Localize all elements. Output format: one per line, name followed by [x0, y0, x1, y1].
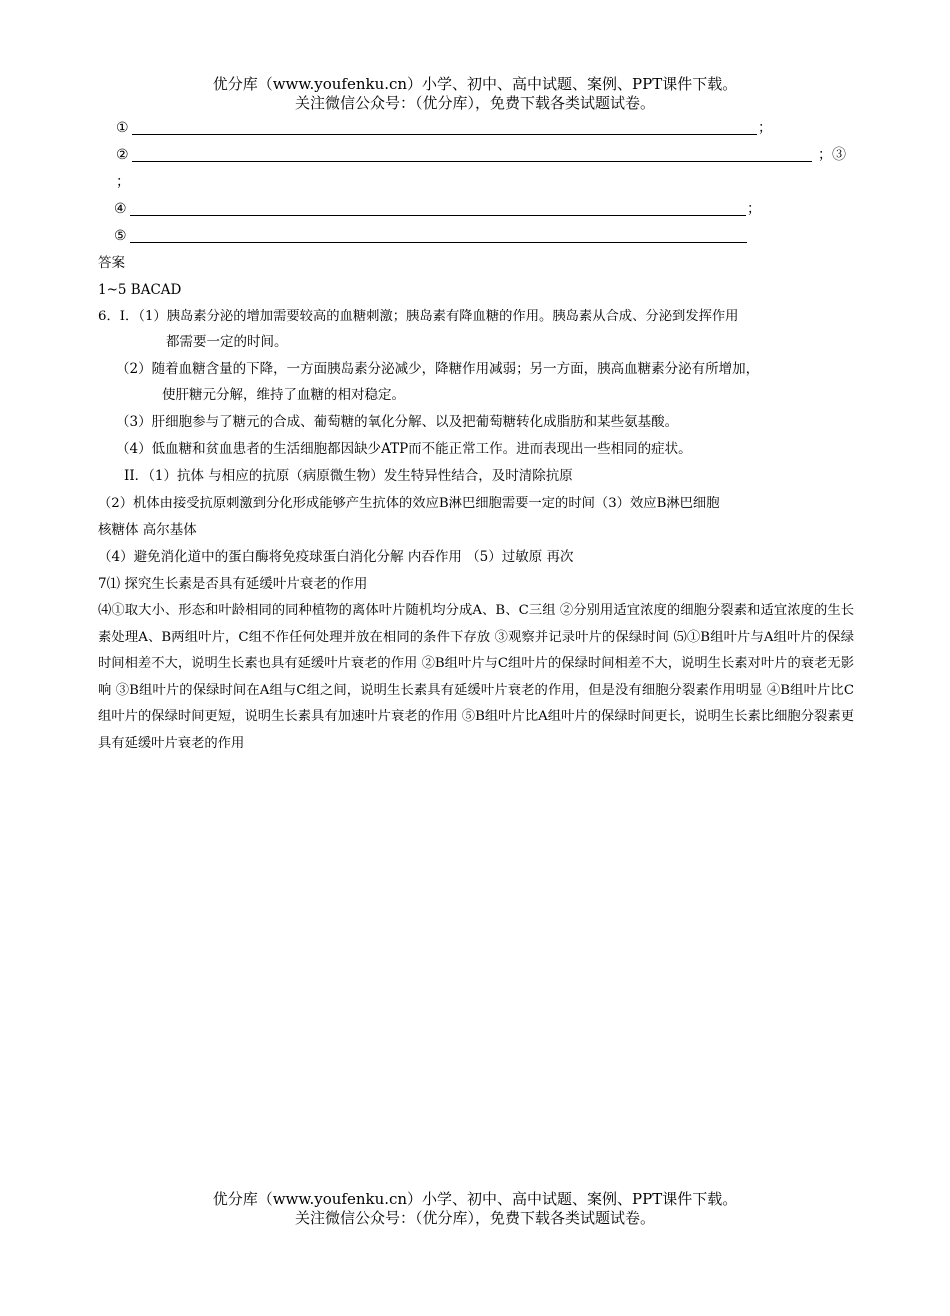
- answer-6-II-2: （2）机体由接受抗原刺激到分化形成能够产生抗体的效应B淋巴细胞需要一定的时间（3）效应B淋巴细胞: [98, 496, 720, 511]
- answer-6-II-1: II．（1）抗体 与相应的抗原（病原微生物）发生特异性结合，及时清除抗原: [124, 468, 573, 484]
- header-line-1: 优分库（www.youfenku.cn）小学、初中、高中试题、案例、PPT课件下载。: [212, 75, 738, 93]
- blank-4-end: ；: [747, 201, 761, 217]
- blank-1-end: ；: [758, 120, 772, 136]
- answer-6-I-2a: （2）随着血糖含量的下降，一方面胰岛素分泌减少，降糖作用减弱；另一方面，胰高血糖素分泌有所增加，: [116, 361, 760, 377]
- blank-2-marker: ②: [116, 147, 129, 163]
- blank-3-end: ；: [116, 174, 130, 190]
- answers-title: 答案: [98, 255, 125, 271]
- answer-6-I-2b: 使肝糖元分解，维持了血糖的相对稳定。: [162, 387, 405, 403]
- answer-6-I-1b: 都需要一定的时间。: [166, 334, 288, 350]
- answer-6-II-2b: 核糖体 高尔基体: [98, 522, 197, 538]
- answer-7-body: ⑷①取大小、形态和叶龄相同的同种植物的离体叶片随机均分成A、B、C三组 ②分别用适宜浓度的细胞分裂素和适宜浓度的生长素处理A、B两组叶片，C组不作任何处理并放在相同的条件下存放 ③观察并记录叶片的保绿时间 ⑸①B组叶片与A组叶片的保绿时间相差不大，说明生长素也具有延缓叶片衰老的作用 ②B组叶片与C组叶片的保绿时间相差不大，说明生长素对叶片的衰老无影响 ③B组叶片的保绿时间在A组与C组之间，说明生长素具有延缓叶片衰老的作用，但是没有细胞分裂素作用明显 ④B组叶片比C组叶片的保绿时间更短，说明生长素具有加速叶片衰老的作用 ⑤B组叶片比A组叶片的保绿时间更长，说明生长素比细胞分裂素更具有延缓叶片衰老的作用: [98, 603, 854, 751]
- answer-6-II-4: （4）避免消化道中的蛋白酶将免疫球蛋白消化分解 内吞作用 （5）过敏原 再次: [98, 549, 574, 565]
- blank-2-end: ；③: [818, 147, 846, 163]
- footer-line-2: 关注微信公众号：（优分库），免费下载各类试题试卷。: [294, 1209, 655, 1227]
- blank-1-marker: ①: [116, 120, 129, 136]
- answer-7-1: 7⑴ 探究生长素是否具有延缓叶片衰老的作用: [98, 576, 368, 592]
- footer-line-1: 优分库（www.youfenku.cn）小学、初中、高中试题、案例、PPT课件下载。: [212, 1190, 738, 1208]
- page-header: [0, 75, 950, 113]
- blank-5-line: [130, 242, 747, 243]
- blank-5-marker: ⑤: [114, 228, 127, 244]
- blank-4-line: [130, 215, 746, 216]
- answer-6-I-1a: 6．I．（1）胰岛素分泌的增加需要较高的血糖刺激；胰岛素有降血糖的作用。胰岛素从合成、分泌到发挥作用: [98, 309, 739, 324]
- blank-2-line: [132, 161, 812, 162]
- header-line-2: 关注微信公众号：（优分库），免费下载各类试题试卷。: [294, 94, 655, 112]
- blank-4-marker: ④: [114, 201, 127, 217]
- page-footer: [0, 1190, 950, 1228]
- blank-1-line: [132, 134, 757, 135]
- answer-6-I-3: （3）肝细胞参与了糖元的合成、葡萄糖的氧化分解、以及把葡萄糖转化成脂肪和某些氨基酸。: [116, 414, 679, 430]
- answer-6-I-4: （4）低血糖和贫血患者的生活细胞都因缺少ATP而不能正常工作。进而表现出一些相同的症状。: [116, 441, 692, 457]
- answer-1-5: 1~5 BACAD: [98, 282, 182, 298]
